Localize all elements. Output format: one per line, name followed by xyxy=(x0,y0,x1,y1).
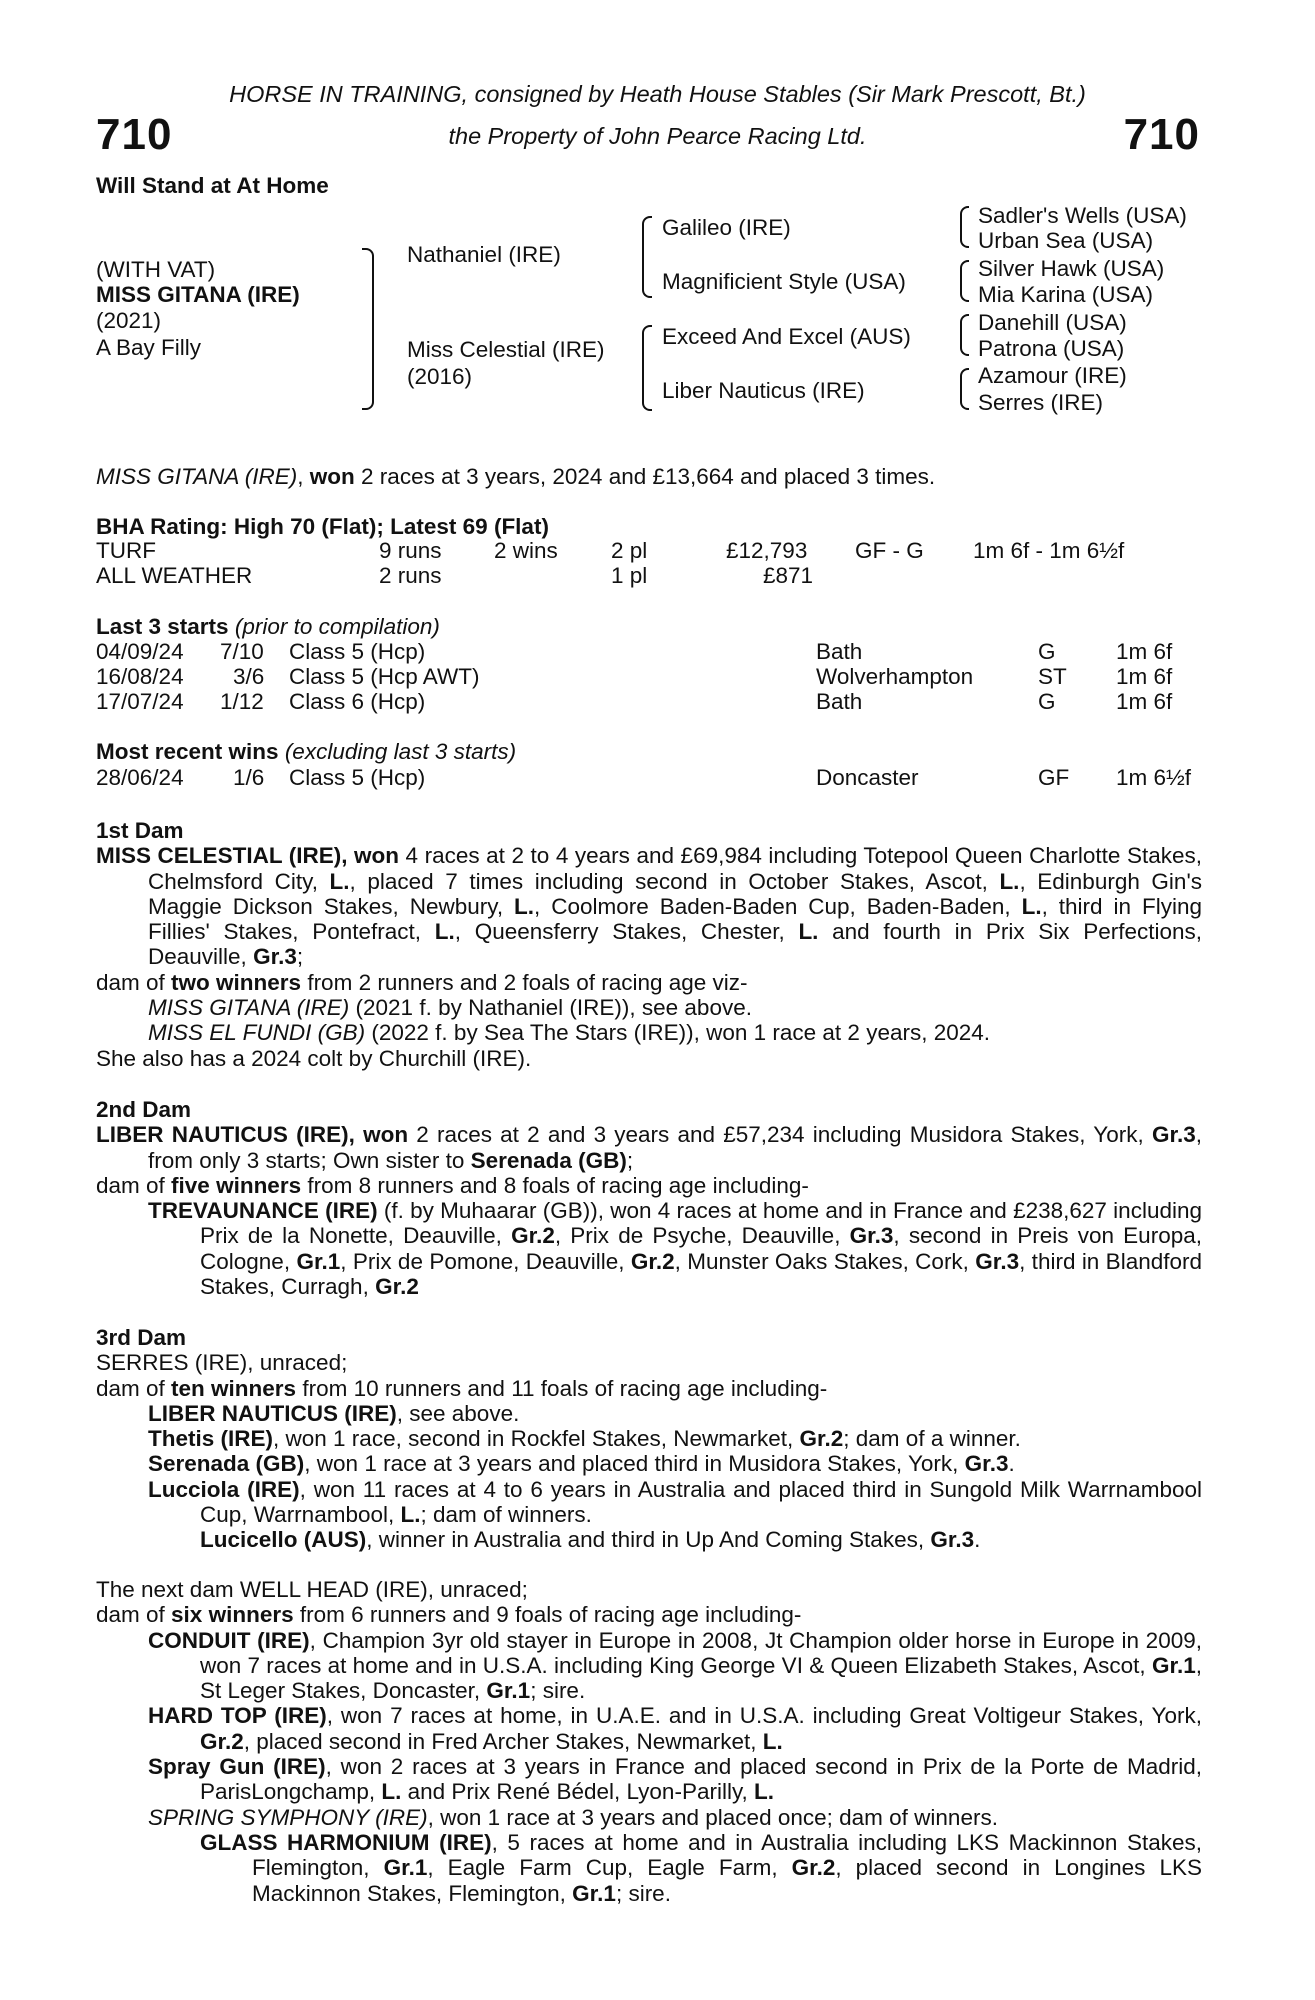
second-dam-record: LIBER NAUTICUS (IRE), won 2 races at 2 and 3 years and £57,234 including Musidora Stakes, York, Gr.3, from only 3 starts; Own sister to Serenada (GB); xyxy=(96,1122,1202,1173)
first-dam-produce: dam of two winners from 2 runners and 2 foals of racing age viz- xyxy=(96,969,748,995)
pedigree-ggs1: Sadler's Wells (USA) xyxy=(978,203,1187,228)
last3-heading xyxy=(96,614,440,639)
horse-description: A Bay Filly xyxy=(96,335,202,360)
last3-title: Last 3 starts xyxy=(96,614,229,639)
bha-runs: 9 runs xyxy=(379,538,442,563)
header-property: the Property of John Pearce Racing Ltd. xyxy=(448,123,867,149)
summary-name: MISS GITANA (IRE) xyxy=(96,464,298,489)
last3-row: 16/08/24 3/6 Class 5 (Hcp AWT) Wolverhampton ST 1m 6f xyxy=(96,664,1173,689)
last3-row: 04/09/24 7/10 Class 5 (Hcp) Bath G 1m 6f xyxy=(96,639,1173,664)
third-dam-progeny-2: Thetis (IRE), won 1 race, second in Rockfel Stakes, Newmarket, Gr.2; dam of a winner. xyxy=(148,1426,1021,1452)
bha-runs: 2 runs xyxy=(379,563,442,588)
third-dam-progeny-3: Serenada (GB), won 1 race at 3 years and placed third in Musidora Stakes, York, Gr.3. xyxy=(148,1451,1015,1477)
second-dam-progeny-1: TREVAUNANCE (IRE) (f. by Muhaarar (GB)), won 4 races at home and in France and £238,627 including Prix de la Nonette, Deauville, Gr.2, Prix de Psyche, Deauville, Gr.3, second in Preis von Europa, Cologne, Gr.1, Prix de Pomone, Deauville, Gr.2, Munster Oaks Stakes, Cork, Gr.3, third in Blandford Stakes, Curragh, Gr.2 xyxy=(148,1198,1203,1300)
pedigree-dam-year: (2016) xyxy=(407,364,473,389)
third-dam-heading: 3rd Dam xyxy=(96,1325,187,1350)
horse-vat: (WITH VAT) xyxy=(96,257,216,282)
pedigree-ggs7: Azamour (IRE) xyxy=(978,363,1127,388)
race-summary: MISS GITANA (IRE), won 2 races at 3 years, 2024 and £13,664 and placed 3 times. xyxy=(96,464,936,489)
first-dam-also: She also has a 2024 colt by Churchill (IRE). xyxy=(96,1045,532,1071)
bha-heading: BHA Rating: High 70 (Flat); Latest 69 (Flat) xyxy=(96,514,549,539)
recent-row: 28/06/24 1/6 Class 5 (Hcp) Doncaster GF 1m 6½f xyxy=(96,765,1192,790)
bha-surface: ALL WEATHER xyxy=(96,563,253,588)
recent-note: (excluding last 3 starts) xyxy=(284,739,517,764)
third-dam-section xyxy=(96,1325,1202,1553)
header-consignor: HORSE IN TRAINING, consigned by Heath House Stables (Sir Mark Prescott, Bt.) xyxy=(229,81,1086,107)
fourth-dam-progeny-2: HARD TOP (IRE), won 7 races at home, in U.A.E. and in U.S.A. including Great Voltigeur Stakes, York, Gr.2, placed second in Fred Archer Stakes, Newmarket, L. xyxy=(148,1703,1203,1754)
first-dam-progeny-2: MISS EL FUNDI (GB) (2022 f. by Sea The Stars (IRE)), won 1 race at 2 years, 2024. xyxy=(148,1020,991,1046)
pedigree-sire: Nathaniel (IRE) xyxy=(407,242,561,267)
pedigree-ggs8: Serres (IRE) xyxy=(978,390,1104,415)
pedigree-ggs5: Danehill (USA) xyxy=(978,310,1127,335)
fourth-dam-line: The next dam WELL HEAD (IRE), unraced; xyxy=(96,1577,528,1602)
last3-row: 17/07/24 1/12 Class 6 (Hcp) Bath G 1m 6f xyxy=(96,689,1173,714)
first-dam-record: MISS CELESTIAL (IRE), won 4 races at 2 to 4 years and £69,984 including Totepool Queen Charlotte Stakes, Chelmsford City, L., placed 7 times including second in October Stakes, Ascot, L., Edinburgh Gin's Maggie Dickson Stakes, Newbury, L., Coolmore Baden-Baden Cup, Baden-Baden, L., third in Flying Fillies' Stakes, Pontefract, L., Queensferry Stakes, Chester, L. and fourth in Prix Six Perfections, Deauville, Gr.3; xyxy=(96,843,1203,970)
fourth-dam-produce: dam of six winners from 6 runners and 9 foals of racing age including- xyxy=(96,1602,802,1628)
summary-text: 2 races at 3 years, 2024 and £13,664 and placed 3 times. xyxy=(361,464,936,489)
lot-number-right: 710 xyxy=(1123,110,1200,159)
bha-wins: 2 wins xyxy=(494,538,558,563)
pedigree-gs3: Exceed And Excel (AUS) xyxy=(662,324,911,349)
third-dam-line: SERRES (IRE), unraced; xyxy=(96,1350,348,1376)
bha-prize: £12,793 xyxy=(726,538,808,563)
pedigree-ggs3: Silver Hawk (USA) xyxy=(978,256,1165,281)
bha-pl: 2 pl xyxy=(611,538,648,563)
first-dam-section xyxy=(96,818,1202,1071)
third-dam-progeny-4: Lucciola (IRE), won 11 races at 4 to 6 years in Australia and placed third in Sungold Milk Warrnambool Cup, Warrnambool, L.; dam of winners. xyxy=(148,1476,1202,1528)
fourth-dam-progeny-1: CONDUIT (IRE), Champion 3yr old stayer in Europe in 2008, Jt Champion older horse in Europe in 2009, won 7 races at home and in U.S.A. including King George VI & Queen Elizabeth Stakes, Ascot, Gr.1, St Leger Stakes, Doncaster, Gr.1; sire. xyxy=(148,1627,1202,1704)
third-dam-progeny-5: Lucicello (AUS), winner in Australia and third in Up And Coming Stakes, Gr.3. xyxy=(200,1527,981,1553)
fourth-dam-progeny-4: SPRING SYMPHONY (IRE), won 1 race at 3 years and placed once; dam of winners. xyxy=(148,1804,998,1830)
pedigree-ggs4: Mia Karina (USA) xyxy=(978,282,1154,307)
third-dam-produce: dam of ten winners from 10 runners and 11 foals of racing age including- xyxy=(96,1375,828,1401)
fourth-dam-progeny-3: Spray Gun (IRE), won 2 races at 3 years in France and placed second in Prix de la Porte de Madrid, ParisLongchamp, L. and Prix René Bédel, Lyon-Parilly, L. xyxy=(148,1754,1202,1805)
bha-row-turf xyxy=(96,538,1216,563)
summary-won: won xyxy=(309,464,355,489)
recent-title: Most recent wins xyxy=(96,739,279,764)
last3-note: (prior to compilation) xyxy=(234,614,440,639)
third-dam-progeny-1: LIBER NAUTICUS (IRE), see above. xyxy=(148,1400,520,1426)
horse-name: MISS GITANA (IRE) xyxy=(96,282,300,307)
fourth-dam-section xyxy=(96,1577,1202,1906)
pedigree-brace-main xyxy=(362,248,374,410)
dam2-gr3-b: Gr.3 xyxy=(849,1223,894,1249)
pedigree-gs2: Magnificient Style (USA) xyxy=(662,269,906,294)
bha-row-aw xyxy=(96,563,1216,588)
second-dam-section xyxy=(96,1097,1202,1299)
first-dam-progeny-1: MISS GITANA (IRE) (2021 f. by Nathaniel (IRE)), see above. xyxy=(148,995,752,1021)
pedigree-ggs2: Urban Sea (USA) xyxy=(978,228,1154,253)
pedigree-dam: Miss Celestial (IRE) xyxy=(407,337,605,362)
bha-prize: £871 xyxy=(763,563,814,588)
pedigree-brace-dam xyxy=(642,325,652,411)
second-dam-heading: 2nd Dam xyxy=(96,1097,192,1122)
bha-going: GF - G xyxy=(855,538,924,563)
stand-location: Will Stand at At Home xyxy=(96,173,329,198)
recent-heading xyxy=(96,739,516,764)
pedigree-gs1: Galileo (IRE) xyxy=(662,215,791,240)
pedigree-brace-gs1 xyxy=(960,206,969,248)
pedigree-brace-gs2 xyxy=(960,260,969,302)
fourth-dam-progeny-5: GLASS HARMONIUM (IRE), 5 races at home and in Australia including LKS Mackinnon Stakes, Flemington, Gr.1, Eagle Farm Cup, Eagle Farm, Gr.2, placed second in Longines LKS Mackinnon Stakes, Flemington, Gr.1; sire. xyxy=(200,1829,1202,1906)
pedigree-ggs6: Patrona (USA) xyxy=(978,336,1125,361)
lot-number-left: 710 xyxy=(96,110,173,159)
pedigree-gs4: Liber Nauticus (IRE) xyxy=(662,378,865,403)
horse-year: (2021) xyxy=(96,308,162,333)
bha-pl: 1 pl xyxy=(611,563,648,588)
pedigree-brace-gs4 xyxy=(960,368,969,410)
second-dam-produce: dam of five winners from 8 runners and 8 foals of racing age including- xyxy=(96,1172,809,1198)
bha-surface: TURF xyxy=(96,538,156,563)
first-dam-heading: 1st Dam xyxy=(96,818,184,843)
pedigree-brace-sire xyxy=(642,216,652,298)
pedigree-brace-gs3 xyxy=(960,314,969,356)
bha-dist: 1m 6f - 1m 6½f xyxy=(973,538,1125,563)
